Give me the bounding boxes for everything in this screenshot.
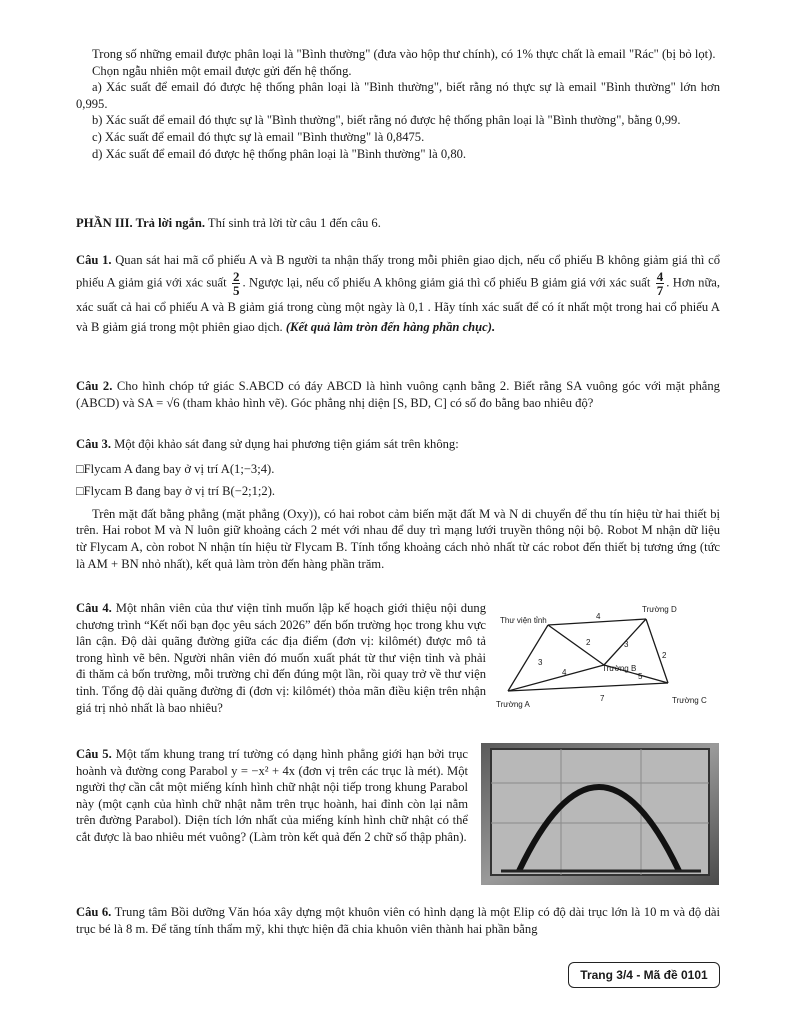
- question-4: [76, 600, 486, 716]
- q1-text-3: . Hơn nữa, xác suất cả hai cổ phiếu A và B giảm giá trong cùng một ngày là 0,1 . Hãy tính xác suất để có ít nhất một trong hai cổ phiếu A và B giảm giá trong một phiên giao dịch.: [76, 275, 721, 334]
- q1-note: (Kết quả làm tròn đến hàng phần chục).: [285, 320, 496, 334]
- question-6: [76, 904, 720, 937]
- q6-label: Câu 6.: [76, 905, 112, 919]
- node-d-label: Trường D: [642, 605, 677, 614]
- node-c-label: Trường C: [672, 696, 707, 705]
- q1-text-1: Quan sát hai mã cổ phiếu A và B người ta nhận thấy trong mỗi phiên giao dịch, nếu cổ phiếu B không giảm giá thì cổ phiếu A giảm giá với xác suất: [76, 253, 720, 290]
- node-a-label: Trường A: [496, 700, 530, 709]
- page-footer: Trang 3/4 - Mã đề 0101: [568, 962, 720, 988]
- intro-paragraph-2: Chọn ngẫu nhiên một email được gửi đến hệ thống.: [92, 63, 352, 78]
- q3-body: Trên mặt đất bằng phẳng (mặt phẳng (Oxy)), có hai robot cảm biến mặt đất M và N di chuyển để thu tín hiệu từ hai thiết bị trên. Hai robot M và N luôn giữ khoảng cách 2 mét với nhau để duy trì mạng lưới truyền thông nội bộ. Robot M nhận dữ liệu từ Flycam A, còn robot N nhận tín hiệu từ Flycam B. Tính tổng khoảng cách nhỏ nhất từ các robot đến thiết bị tương ứng (tức là AM + BN nhỏ nhất), kết quả làm tròn đến hàng phần trăm.: [76, 506, 720, 571]
- weight-a-b: 4: [562, 668, 567, 677]
- part3-title: PHẦN III. Trả lời ngắn.: [76, 216, 205, 230]
- weight-library-b: 2: [586, 638, 591, 647]
- question-3: [76, 436, 720, 572]
- flycam-a-item: □Flycam A đang bay ở vị trí A(1;−3;4).: [76, 461, 275, 476]
- route-diagram: [496, 603, 722, 713]
- question-2: [76, 378, 720, 411]
- weight-library-d: 4: [596, 612, 601, 621]
- part3-heading: [76, 215, 720, 232]
- weight-b-c: 5: [638, 672, 643, 681]
- q5-text: Một tấm khung trang trí tường có dạng hình phẳng giới hạn bởi trục hoành và đường cong Parabol y = −x² + 4x (đơn vị trên các trục là mét). Một người thợ cần cắt một miếng kính hình chữ nhật nội tiếp trong khung Parabol này (một cạnh của hình chữ nhật nằm trên trục hoành, hai đỉnh còn lại nằm trên đường Parabol). Diện tích lớn nhất của miếng kính hình chữ nhật có thể cắt được là bao nhiêu mét vuông? (Làm tròn kết quả đến 2 chữ số thập phân).: [76, 747, 468, 844]
- intro-paragraph-1: Trong số những email được phân loại là "Bình thường" (đưa vào hộp thư chính), có 1% thực chất là email "Rác" (bị bỏ lọt).: [92, 47, 716, 61]
- option-b: b) Xác suất để email đó thực sự là "Bình thường", biết rằng nó được hệ thống phân loại là "Bình thường", bằng 0,99.: [92, 113, 681, 128]
- intro-block: [76, 46, 720, 162]
- weight-d-b: 3: [624, 640, 629, 649]
- flycam-b-item: □Flycam B đang bay ở vị trí B(−2;1;2).: [76, 484, 276, 499]
- node-library-label: Thư viện tỉnh: [500, 616, 547, 625]
- q4-text: Một nhân viên của thư viện tỉnh muốn lập kế hoạch giới thiệu nội dung chương trình “Kết nối bạn đọc yêu sách 2026” đến bốn trường học trong khu vực lân cận. Độ dài quãng đường giữa các địa điểm (đơn vị: kilômét) được mô tả trong hình vẽ bên. Người nhân viên đó muốn xuất phát từ thư viện tỉnh và phải đi thăm cả bốn trường, mỗi trường chỉ đến đúng một lần, rồi quay trở về thư viện tỉnh. Tổng độ dài quãng đường đi (đơn vị: kilômét) thỏa mãn điều kiện trên nhận giá trị nhỏ nhất là bao nhiêu?: [76, 601, 486, 715]
- fraction-numerator: 4: [656, 269, 664, 284]
- option-d: d) Xác suất để email đó được hệ thống phân loại là "Bình thường" là 0,80.: [92, 146, 467, 161]
- q3-text: Một đội khảo sát đang sử dụng hai phương tiện giám sát trên không:: [111, 437, 459, 451]
- edge-library-b: [548, 625, 604, 665]
- weight-library-a: 3: [538, 658, 543, 667]
- q2-label: Câu 2.: [76, 379, 113, 393]
- node-b-label: Trường B: [602, 664, 637, 673]
- option-a: a) Xác suất để email đó được hệ thống phân loại là "Bình thường", biết rằng nó thực sự là email "Bình thường" lớn hơn 0,995.: [76, 80, 720, 111]
- weight-a-c: 7: [600, 694, 605, 703]
- q1-text-2: . Ngược lại, nếu cổ phiếu A không giảm giá thì cổ phiếu B giảm giá với xác suất: [242, 275, 654, 290]
- option-c: c) Xác suất để email đó thực sự là email "Bình thường" là 0,8475.: [92, 129, 425, 144]
- fraction-4-7: [656, 270, 665, 297]
- q4-label: Câu 4.: [76, 601, 112, 615]
- fraction-denominator: 5: [232, 283, 240, 298]
- question-1: [76, 250, 720, 337]
- question-5: [76, 746, 468, 846]
- q5-label: Câu 5.: [76, 747, 112, 761]
- q6-text: Trung tâm Bồi dưỡng Văn hóa xây dựng một khuôn viên có hình dạng là một Elip có độ dài trục lớn là 10 m và độ dài trục bé là 8 m. Để tăng tính thẩm mỹ, khi thực hiện đã chia khuôn viên thành hai phần bằng: [76, 905, 720, 936]
- q2-text: Cho hình chóp tứ giác S.ABCD có đáy ABCD là hình vuông cạnh bằng 2. Biết rằng SA vuông góc với mặt phẳng (ABCD) và SA = √6 (tham khảo hình vẽ). Góc phẳng nhị diện [S, BD, C] có số đo bằng bao nhiêu độ?: [76, 379, 720, 410]
- fraction-numerator: 2: [232, 269, 240, 284]
- parabola-frame-photo: [481, 743, 719, 885]
- q1-label: Câu 1.: [76, 253, 112, 267]
- part3-desc: Thí sinh trả lời từ câu 1 đến câu 6.: [204, 216, 381, 230]
- q3-label: Câu 3.: [76, 437, 111, 451]
- fraction-2-5: [232, 270, 241, 297]
- fraction-denominator: 7: [656, 283, 664, 298]
- weight-d-c: 2: [662, 651, 667, 660]
